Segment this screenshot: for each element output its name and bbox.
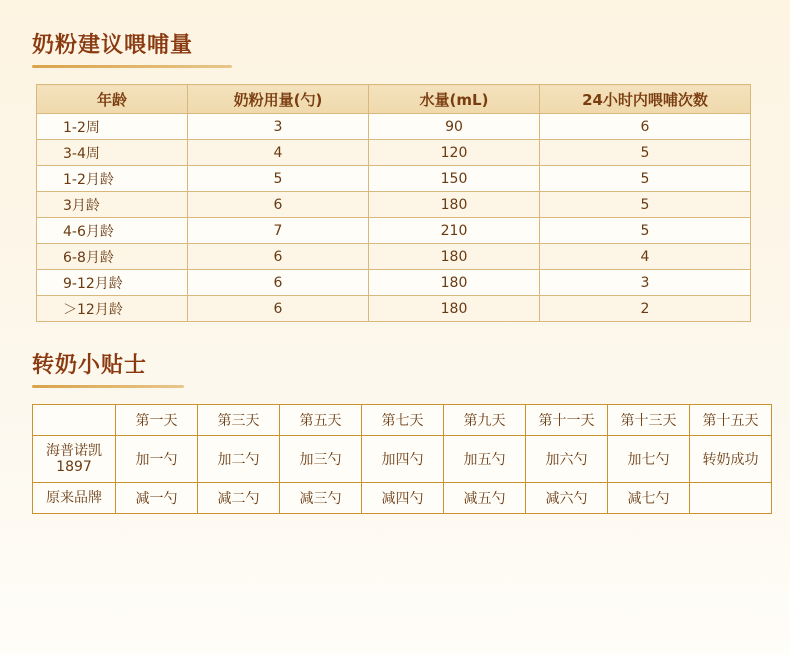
cell-times: 2 [540, 296, 751, 322]
cell-age: 9-12月龄 [37, 270, 188, 296]
cell-new-day-7: 加四勺 [362, 436, 444, 483]
table-row [37, 218, 751, 244]
cell-new-day-5: 加三勺 [280, 436, 362, 483]
cell-old-day-13: 减七勺 [608, 483, 690, 514]
cell-old-day-9: 减五勺 [444, 483, 526, 514]
page-title-switching: 转奶小贴士 [32, 353, 148, 378]
cell-times: 5 [540, 192, 751, 218]
cell-water: 180 [369, 244, 540, 270]
switching-section [30, 348, 760, 514]
cell-new-day-1: 加一勺 [116, 436, 198, 483]
cell-age: 6-8月龄 [37, 244, 188, 270]
cell-times: 6 [540, 114, 751, 140]
cell-powder: 6 [188, 192, 369, 218]
column-header-day-7: 第七天 [362, 405, 444, 436]
table-row [37, 296, 751, 322]
table-header-row [37, 85, 751, 114]
cell-age: 1-2周 [37, 114, 188, 140]
table-row-new-brand [33, 436, 772, 483]
cell-age: 4-6月龄 [37, 218, 188, 244]
page-title-feeding: 奶粉建议喂哺量 [32, 33, 194, 58]
cell-powder: 7 [188, 218, 369, 244]
cell-powder: 6 [188, 270, 369, 296]
table-row-old-brand [33, 483, 772, 514]
cell-times: 4 [540, 244, 751, 270]
section-spacer [30, 322, 760, 348]
title-underline-feeding [32, 65, 232, 68]
title-underline-switching [32, 385, 184, 388]
cell-old-day-3: 减二勺 [198, 483, 280, 514]
row-label-new-brand: 海普诺凯1897 [33, 436, 116, 483]
cell-new-day-11: 加六勺 [526, 436, 608, 483]
cell-times: 5 [540, 218, 751, 244]
cell-old-day-5: 减三勺 [280, 483, 362, 514]
corner-cell [33, 405, 116, 436]
table-row [37, 114, 751, 140]
cell-age: 3-4周 [37, 140, 188, 166]
feeding-section [30, 28, 760, 322]
cell-water: 90 [369, 114, 540, 140]
cell-water: 210 [369, 218, 540, 244]
cell-old-day-7: 减四勺 [362, 483, 444, 514]
cell-times: 3 [540, 270, 751, 296]
table-row [37, 244, 751, 270]
column-header-day-9: 第九天 [444, 405, 526, 436]
cell-times: 5 [540, 140, 751, 166]
table-row [37, 270, 751, 296]
cell-water: 180 [369, 270, 540, 296]
column-header-day-13: 第十三天 [608, 405, 690, 436]
table-row [37, 166, 751, 192]
cell-water: 120 [369, 140, 540, 166]
table-header-row [33, 405, 772, 436]
column-header-day-5: 第五天 [280, 405, 362, 436]
cell-powder: 6 [188, 244, 369, 270]
cell-old-day-15 [690, 483, 772, 514]
cell-old-day-1: 减一勺 [116, 483, 198, 514]
cell-old-day-11: 减六勺 [526, 483, 608, 514]
cell-water: 180 [369, 296, 540, 322]
table-row [37, 140, 751, 166]
cell-powder: 6 [188, 296, 369, 322]
cell-times: 5 [540, 166, 751, 192]
cell-powder: 3 [188, 114, 369, 140]
cell-age: ＞12月龄 [37, 296, 188, 322]
column-header-day-3: 第三天 [198, 405, 280, 436]
column-header-age: 年龄 [37, 85, 188, 114]
column-header-times: 24小时内喂哺次数 [540, 85, 751, 114]
column-header-day-11: 第十一天 [526, 405, 608, 436]
cell-powder: 5 [188, 166, 369, 192]
cell-powder: 4 [188, 140, 369, 166]
cell-new-day-15: 转奶成功 [690, 436, 772, 483]
table-row [37, 192, 751, 218]
cell-water: 150 [369, 166, 540, 192]
cell-new-day-3: 加二勺 [198, 436, 280, 483]
cell-new-day-9: 加五勺 [444, 436, 526, 483]
row-label-old-brand: 原来品牌 [33, 483, 116, 514]
cell-age: 1-2月龄 [37, 166, 188, 192]
switching-table [32, 404, 772, 514]
column-header-day-1: 第一天 [116, 405, 198, 436]
cell-water: 180 [369, 192, 540, 218]
column-header-day-15: 第十五天 [690, 405, 772, 436]
column-header-powder: 奶粉用量(勺) [188, 85, 369, 114]
feeding-table [36, 84, 751, 322]
column-header-water: 水量(mL) [369, 85, 540, 114]
cell-age: 3月龄 [37, 192, 188, 218]
cell-new-day-13: 加七勺 [608, 436, 690, 483]
